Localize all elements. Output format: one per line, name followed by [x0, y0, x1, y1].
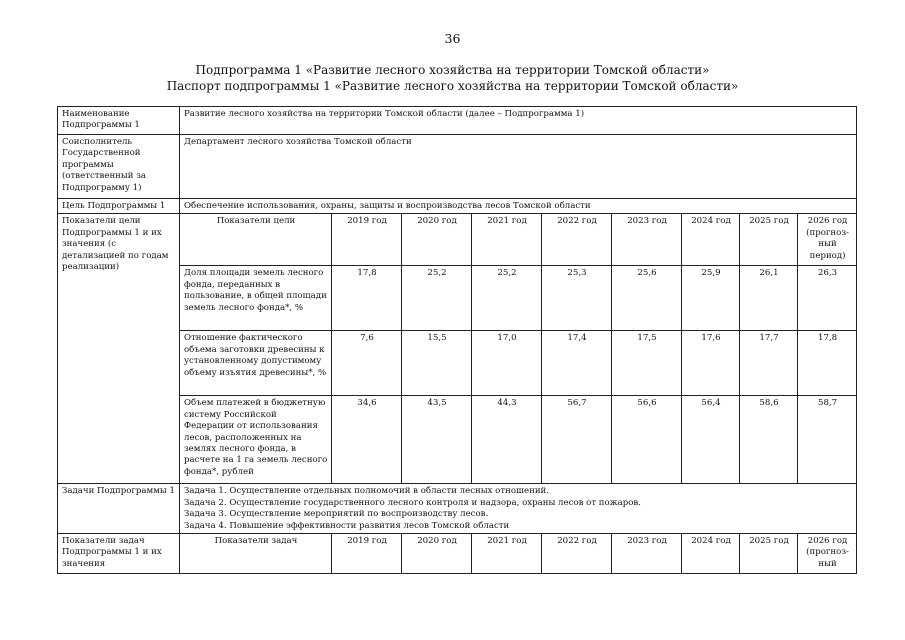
indicator-value: 17,0	[472, 331, 542, 396]
task-indicators-header: Показатели задач	[180, 534, 332, 574]
indicator-value: 17,4	[542, 331, 612, 396]
year-header: 2021 год	[472, 214, 542, 266]
row-name-label: Наименование Подпрограммы 1	[58, 107, 180, 135]
indicator-name: Отношение фактического объема заготовки древесины к установленному допустимому объему изъятия древесины*, %	[180, 331, 332, 396]
task-item: Задача 4. Повышение эффективности развития лесов Томской области	[184, 520, 510, 531]
year-header: 2020 год	[402, 214, 472, 266]
row-goal-label: Цель Подпрограммы 1	[58, 199, 180, 214]
task-item: Задача 3. Осуществление мероприятий по воспроизводству лесов.	[184, 509, 489, 520]
goal-indicators-header: Показатели цели	[180, 214, 332, 266]
indicator-value: 7,6	[332, 331, 402, 396]
year-header: 2022 год	[542, 214, 612, 266]
indicator-value: 25,2	[402, 266, 472, 331]
indicator-value: 34,6	[332, 396, 402, 484]
row-coexecutor	[58, 135, 857, 199]
page-number: 36	[444, 31, 461, 46]
row-coexecutor-label: Соисполнитель Государственной программы (ответственный за Подпрограмму 1)	[58, 135, 180, 199]
year-header: 2026 год (прогноз-ный	[798, 534, 857, 574]
indicator-value: 25,3	[542, 266, 612, 331]
indicator-value: 17,7	[740, 331, 798, 396]
year-header: 2024 год	[682, 534, 740, 574]
indicator-value: 43,5	[402, 396, 472, 484]
indicator-value: 17,6	[682, 331, 740, 396]
year-header: 2021 год	[472, 534, 542, 574]
row-name	[58, 107, 857, 135]
indicator-value: 44,3	[472, 396, 542, 484]
title-line-1: Подпрограмма 1 «Развитие лесного хозяйства на территории Томской области»	[195, 63, 710, 77]
row-coexecutor-value: Департамент лесного хозяйства Томской области	[180, 135, 857, 199]
indicator-name: Доля площади земель лесного фонда, переданных в пользование, в общей площади земель лесного фонда*, %	[180, 266, 332, 331]
year-header: 2022 год	[542, 534, 612, 574]
goal-indicators-label: Показатели цели Подпрограммы 1 и их значения (с детализацией по годам реализации)	[58, 214, 180, 484]
task-indicators-label: Показатели задач Подпрограммы 1 и их значения	[58, 534, 180, 574]
year-header: 2023 год	[612, 214, 682, 266]
indicator-value: 25,2	[472, 266, 542, 331]
row-tasks-label: Задачи Подпрограммы 1	[58, 484, 180, 534]
year-header: 2020 год	[402, 534, 472, 574]
indicator-value: 56,7	[542, 396, 612, 484]
indicator-name: Объем платежей в бюджетную систему Российской Федерации от использования лесов, расположенных на землях лесного фонда, в расчете на 1 га земель лесного фонда*, рублей	[180, 396, 332, 484]
indicator-value: 17,5	[612, 331, 682, 396]
indicator-value: 26,1	[740, 266, 798, 331]
indicator-value: 17,8	[798, 331, 857, 396]
indicator-value: 17,8	[332, 266, 402, 331]
task-indicators-header-row	[58, 534, 857, 574]
page-title	[0, 62, 905, 94]
row-goal-value: Обеспечение использования, охраны, защиты и воспроизводства лесов Томской области	[180, 199, 857, 214]
task-item: Задача 1. Осуществление отдельных полномочий в области лесных отношений.	[184, 486, 550, 497]
row-name-value: Развитие лесного хозяйства на территории Томской области (далее – Подпрограмма 1)	[180, 107, 857, 135]
passport-table	[57, 106, 857, 574]
year-header: 2025 год	[740, 214, 798, 266]
indicator-value: 56,4	[682, 396, 740, 484]
indicator-value: 26,3	[798, 266, 857, 331]
indicator-value: 56,6	[612, 396, 682, 484]
indicator-value: 25,6	[612, 266, 682, 331]
row-tasks-list	[180, 484, 857, 534]
year-header: 2023 год	[612, 534, 682, 574]
year-header: 2019 год	[332, 214, 402, 266]
indicator-value: 25,9	[682, 266, 740, 331]
indicator-value: 58,6	[740, 396, 798, 484]
year-header: 2019 год	[332, 534, 402, 574]
row-tasks	[58, 484, 857, 534]
year-header: 2025 год	[740, 534, 798, 574]
title-line-2: Паспорт подпрограммы 1 «Развитие лесного хозяйства на территории Томской области»	[166, 79, 739, 93]
year-header: 2026 год (прогноз-ный период)	[798, 214, 857, 266]
indicator-value: 58,7	[798, 396, 857, 484]
indicator-value: 15,5	[402, 331, 472, 396]
year-header: 2024 год	[682, 214, 740, 266]
task-item: Задача 2. Осуществление государственного лесного контроля и надзора, охраны лесов от пожаров.	[184, 497, 641, 508]
goal-indicators-header-row	[58, 214, 857, 266]
row-goal	[58, 199, 857, 214]
